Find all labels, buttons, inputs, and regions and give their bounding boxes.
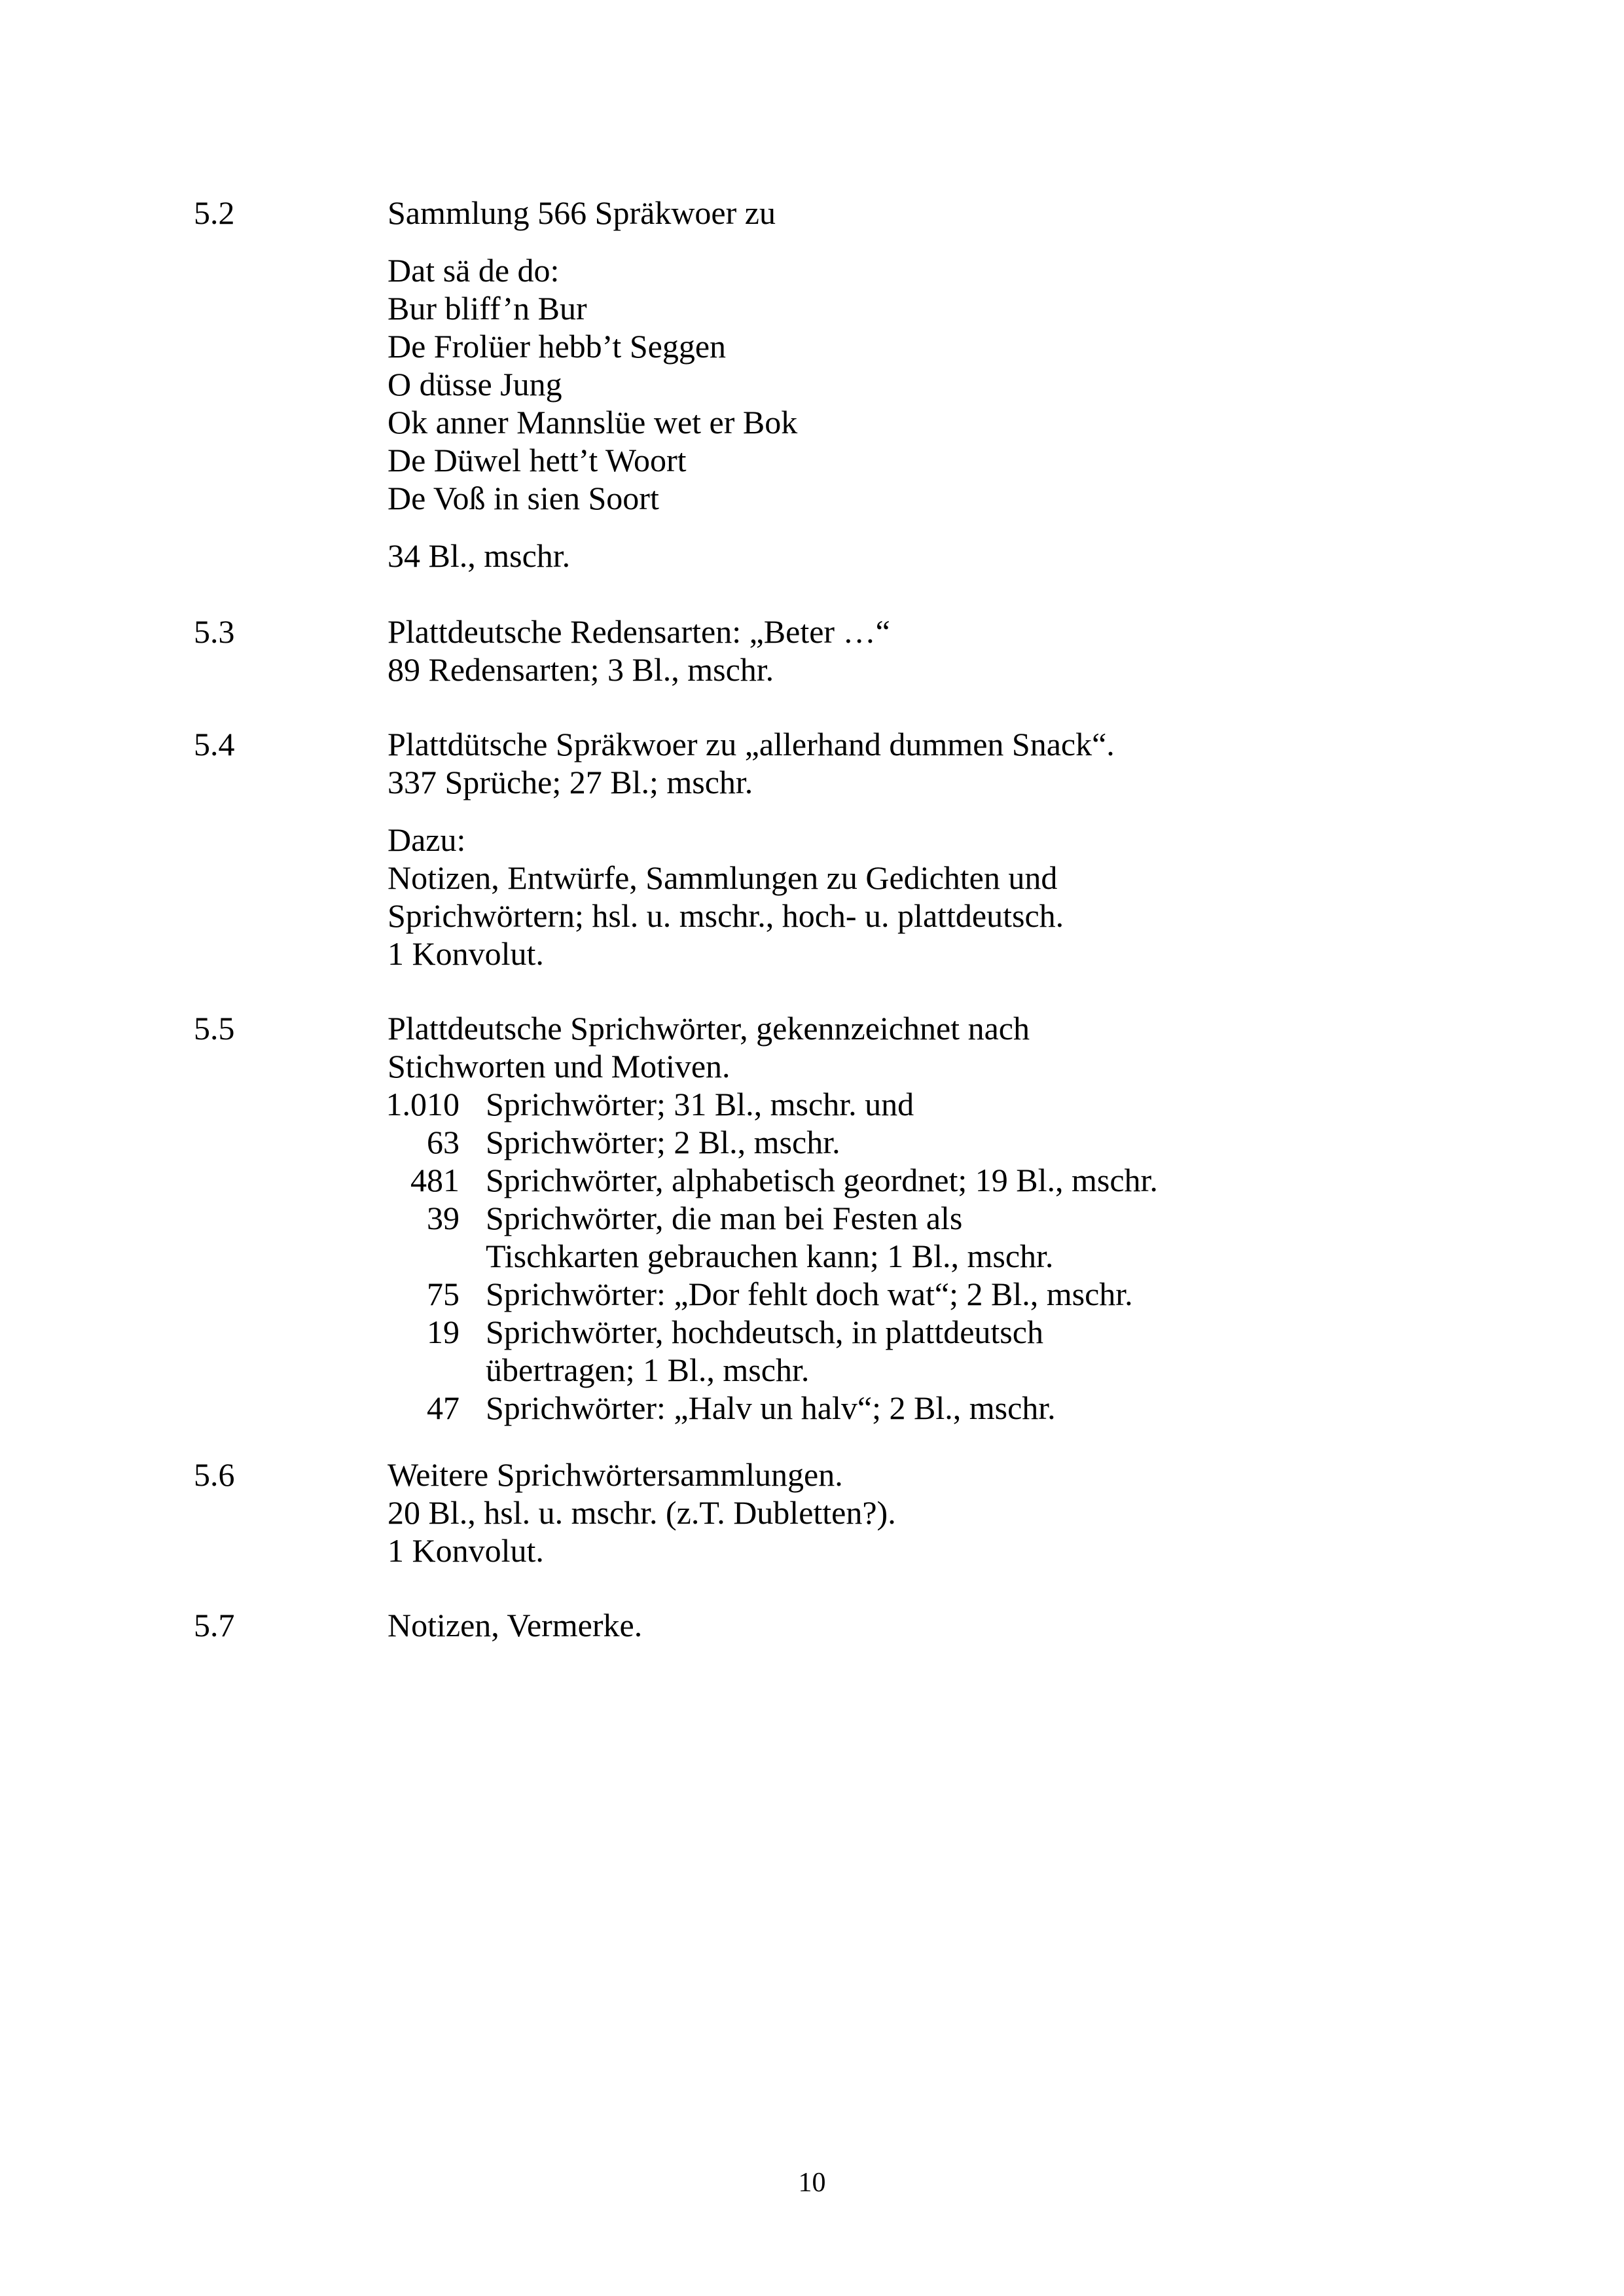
entry-body xyxy=(388,1456,1435,1570)
sub-item: O düsse Jung xyxy=(388,366,562,403)
count-text: Sprichwörter, die man bei Festen als xyxy=(486,1200,963,1236)
count-value: 19 xyxy=(427,1314,460,1350)
entry-line: 20 Bl., hsl. u. mschr. (z.T. Dubletten?). xyxy=(388,1494,896,1531)
entry-body xyxy=(388,1606,1435,1644)
entry-number: 5.5 xyxy=(194,1010,235,1047)
entry-line: Plattdeutsche Redensarten: „Beter …“ xyxy=(388,613,890,650)
entry-body xyxy=(388,613,1435,689)
count-row xyxy=(388,1085,1435,1123)
count-text: Sprichwörter: „Halv un halv“; 2 Bl., mschr. xyxy=(486,1390,1056,1426)
count-row-continuation xyxy=(388,1351,1435,1389)
count-value: 47 xyxy=(427,1390,460,1426)
sub-item: Dat sä de do: xyxy=(388,252,560,289)
entry-line: 337 Sprüche; 27 Bl.; mschr. xyxy=(388,764,753,800)
count-value: 63 xyxy=(427,1124,460,1160)
count-text: Sprichwörter, alphabetisch geordnet; 19 Bl., mschr. xyxy=(486,1162,1158,1198)
count-text: Sprichwörter: „Dor fehlt doch wat“; 2 Bl., mschr. xyxy=(486,1276,1133,1312)
sub-item: Ok anner Mannslüe wet er Bok xyxy=(388,404,798,440)
entry-number: 5.2 xyxy=(194,194,235,231)
count-text: Sprichwörter; 2 Bl., mschr. xyxy=(486,1124,840,1160)
sub-item: De Frolüer hebb’t Seggen xyxy=(388,328,727,365)
appendix-line: Dazu: xyxy=(388,821,466,858)
appendix-line: Notizen, Entwürfe, Sammlungen zu Gedichten und xyxy=(388,859,1058,896)
count-row-continuation xyxy=(388,1237,1435,1275)
entry-number: 5.7 xyxy=(194,1607,235,1643)
count-text: Tischkarten gebrauchen kann; 1 Bl., mschr. xyxy=(486,1238,1054,1274)
count-text: Sprichwörter, hochdeutsch, in plattdeutsch xyxy=(486,1314,1043,1350)
entry-line: Weitere Sprichwörtersammlungen. xyxy=(388,1456,843,1493)
sub-item: De Düwel hett’t Woort xyxy=(388,442,687,478)
entry-number: 5.3 xyxy=(194,613,235,650)
count-row xyxy=(388,1199,1435,1237)
appendix-line: 1 Konvolut. xyxy=(388,935,544,972)
count-row xyxy=(388,1389,1435,1427)
entry-line: Plattdeutsche Sprichwörter, gekennzeichnet nach xyxy=(388,1010,1030,1047)
appendix-line: Sprichwörtern; hsl. u. mschr., hoch- u. plattdeutsch. xyxy=(388,897,1064,934)
entry-line: 1 Konvolut. xyxy=(388,1532,544,1569)
count-row xyxy=(388,1123,1435,1161)
count-value: 75 xyxy=(427,1276,460,1312)
sub-item: Bur bliff’n Bur xyxy=(388,290,587,327)
count-row xyxy=(388,1275,1435,1313)
count-text: übertragen; 1 Bl., mschr. xyxy=(486,1352,810,1388)
count-value: 481 xyxy=(410,1162,460,1198)
entry-line: 89 Redensarten; 3 Bl., mschr. xyxy=(388,651,774,688)
entry-line: Stichworten und Motiven. xyxy=(388,1048,731,1085)
entry-number: 5.6 xyxy=(194,1456,235,1493)
count-value: 39 xyxy=(427,1200,460,1236)
count-text: Sprichwörter; 31 Bl., mschr. und xyxy=(486,1086,914,1122)
page-number: 10 xyxy=(798,2168,826,2198)
count-row xyxy=(388,1161,1435,1199)
entry-extent: 34 Bl., mschr. xyxy=(388,537,571,574)
count-value: 1.010 xyxy=(386,1086,460,1122)
entry-body xyxy=(388,194,1435,575)
count-row xyxy=(388,1313,1435,1351)
entry-body xyxy=(388,1009,1435,1427)
entry-line: Notizen, Vermerke. xyxy=(388,1607,643,1643)
entry-number: 5.4 xyxy=(194,726,235,762)
sub-item: De Voß in sien Soort xyxy=(388,480,659,516)
entry-line: Plattdütsche Spräkwoer zu „allerhand dummen Snack“. xyxy=(388,726,1115,762)
entry-body xyxy=(388,725,1435,973)
entry-title: Sammlung 566 Spräkwoer zu xyxy=(388,194,776,231)
